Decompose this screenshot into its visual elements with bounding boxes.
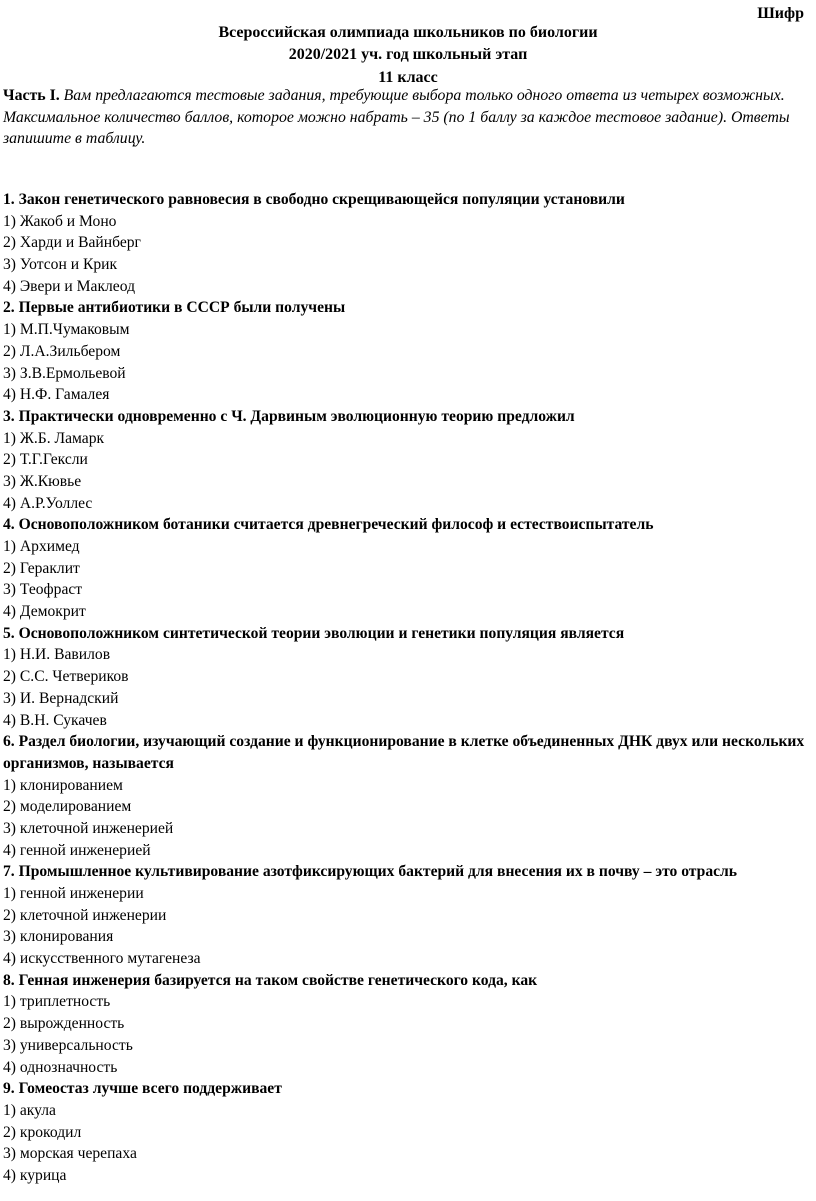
answer-option: 1) Жакоб и Моно: [3, 212, 117, 230]
answer-option: 2) С.С. Четвериков: [3, 668, 129, 686]
answer-option: 1) генной инженерии: [3, 885, 144, 902]
answer-option: 3) Теофраст: [3, 581, 83, 599]
question-block: [3, 1078, 815, 1186]
answer-option: 1) Ж.Б. Ламарк: [3, 429, 105, 447]
question-text: 7. Промышленное культивирование азотфиксирующих бактерий для внесения их в почву – это отрасль: [3, 863, 738, 881]
answer-option: 1) клонированием: [3, 776, 123, 794]
question-text: 8. Генная инженерия базируется на таком свойстве генетического кода, как: [3, 971, 538, 989]
answer-option: 3) Ж.Кювье: [3, 472, 82, 490]
answer-option: 4) генной инженерией: [3, 841, 151, 859]
answer-option: 4) А.Р.Уоллес: [3, 494, 93, 512]
answer-option: 2) моделированием: [3, 798, 132, 816]
question-block: [3, 297, 815, 405]
answer-option: 3) клеточной инженерией: [3, 819, 174, 837]
question-text: 3. Практически одновременно с Ч. Дарвиным эволюционную теорию предложил: [3, 407, 575, 425]
document-header: [0, 22, 816, 89]
answer-option: 4) В.Н. Сукачев: [3, 711, 107, 729]
grade-label: 11 класс: [378, 68, 438, 86]
answer-option: 4) Эвери и Маклеод: [3, 277, 136, 295]
answer-option: 2) клеточной инженерии: [3, 906, 167, 924]
answer-option: 2) Гераклит: [3, 559, 80, 577]
answer-option: 2) Т.Г.Гексли: [3, 451, 88, 469]
answer-option: 4) однозначность: [3, 1058, 118, 1076]
answer-option: 3) З.В.Ермольевой: [3, 364, 126, 382]
answer-option: 4) Н.Ф. Гамалея: [3, 386, 110, 404]
answer-option: 2) Л.А.Зильбером: [3, 342, 121, 360]
answer-option: 4) курица: [3, 1166, 67, 1184]
question-text: 5. Основоположником синтетической теории эволюции и генетики популяция является: [3, 624, 625, 642]
question-block: [3, 406, 815, 514]
answer-option: 1) триплетность: [3, 993, 111, 1011]
answer-option: 3) универсальность: [3, 1036, 133, 1054]
question-block: [3, 623, 815, 731]
olympiad-title: Всероссийская олимпиада школьников по биологии: [218, 24, 598, 41]
question-list: [3, 189, 815, 1187]
question-block: [3, 861, 815, 969]
question-text: 1. Закон генетического равновесия в свободно скрещивающейся популяции установили: [3, 191, 625, 208]
answer-option: 3) клонирования: [3, 928, 114, 946]
question-text: 6. Раздел биологии, изучающий создание и функционирование в клетке объединенных ДНК двух или нескольких организмов, называется: [3, 733, 805, 772]
question-text: 2. Первые антибиотики в СССР были получены: [3, 299, 346, 317]
answer-option: 2) крокодил: [3, 1123, 82, 1141]
question-text: 4. Основоположником ботаники считается древнегреческий философ и естествоиспытатель: [3, 516, 654, 534]
answer-option: 2) вырожденность: [3, 1015, 125, 1033]
answer-option: 3) И. Вернадский: [3, 689, 119, 707]
question-text: 9. Гомеостаз лучше всего поддерживает: [3, 1080, 282, 1098]
answer-option: 2) Харди и Вайнберг: [3, 234, 141, 252]
part-one-instructions: [3, 85, 811, 150]
answer-option: 1) Н.И. Вавилов: [3, 646, 111, 664]
part-label: Часть I.: [3, 87, 60, 104]
answer-option: 1) М.П.Чумаковым: [3, 321, 130, 339]
answer-option: 4) Демокрит: [3, 603, 86, 621]
school-year-stage: 2020/2021 уч. год школьный этап: [288, 46, 528, 64]
question-block: [3, 731, 815, 861]
cipher-label: Шифр: [757, 5, 804, 22]
answer-option: 3) морская черепаха: [3, 1145, 137, 1163]
answer-option: 3) Уотсон и Крик: [3, 256, 118, 274]
answer-option: 1) акула: [3, 1101, 56, 1119]
question-block: [3, 189, 815, 297]
question-block: [3, 970, 815, 1078]
question-block: [3, 514, 815, 622]
answer-option: 4) искусственного мутагенеза: [3, 950, 201, 968]
instructions-text: Вам предлагаются тестовые задания, требующие выбора только одного ответа из четырех возможных. Максимальное количество баллов, которое можно набрать – 35 (по 1 баллу за каждое тестовое задание). Ответы запишите в таблицу.: [3, 87, 790, 147]
answer-option: 1) Архимед: [3, 538, 80, 555]
